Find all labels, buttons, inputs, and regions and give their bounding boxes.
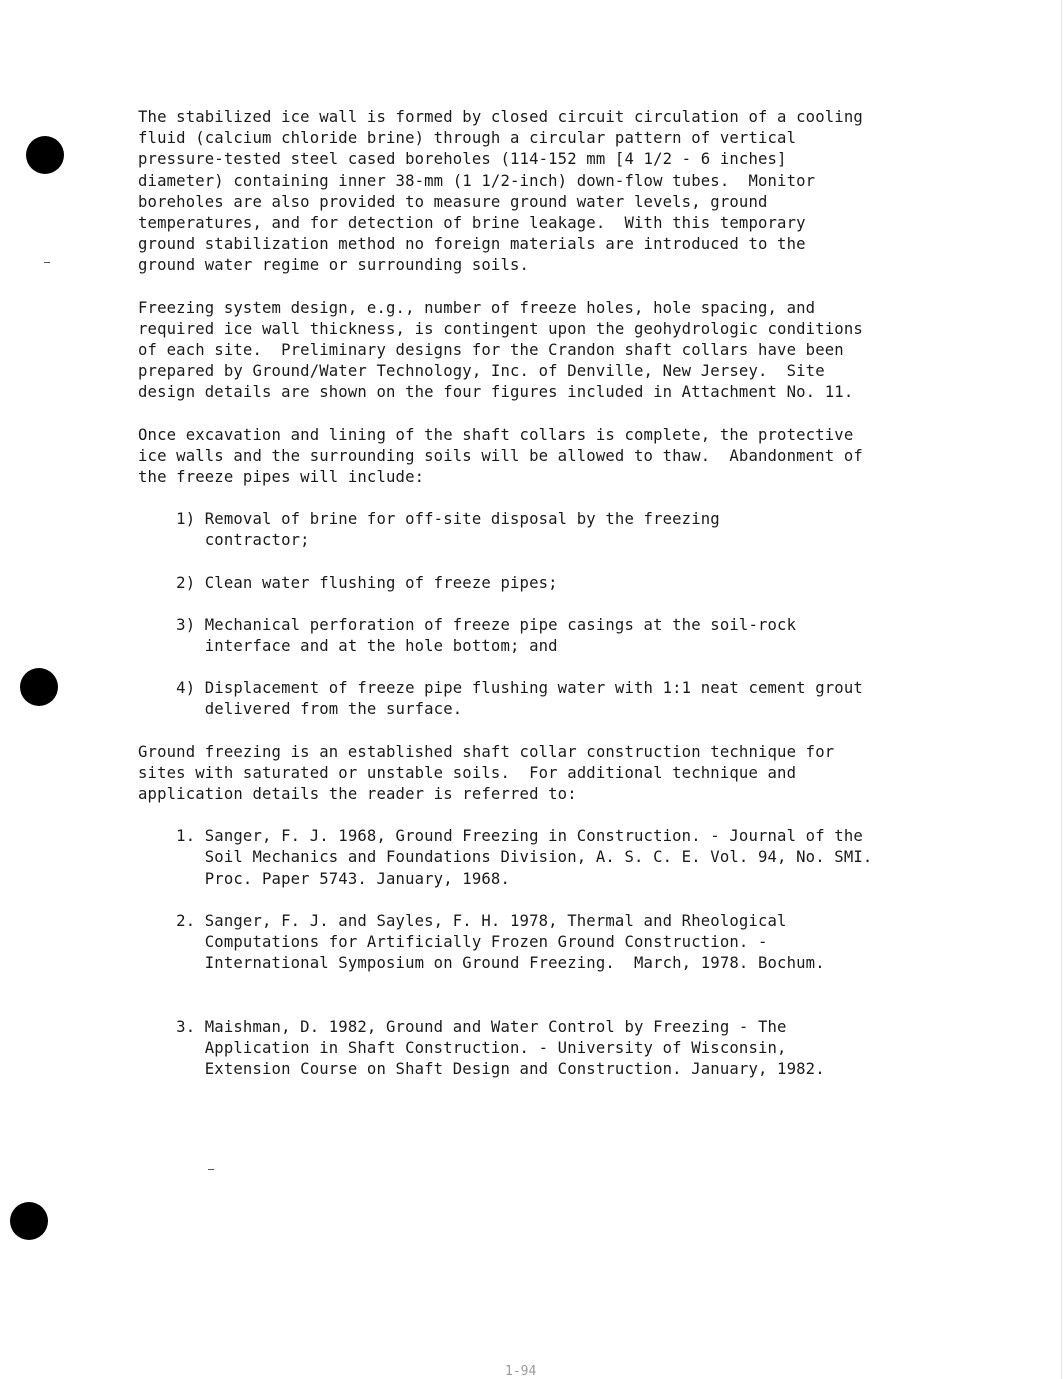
text-line: Proc. Paper 5743. January, 1968. [138, 869, 510, 888]
paragraph-abandonment [138, 425, 958, 489]
binder-hole-bottom [10, 1202, 48, 1240]
text-line: 1. Sanger, F. J. 1968, Ground Freezing in Construction. - Journal of the [138, 827, 863, 846]
text-line: Extension Course on Shaft Design and Construction. January, 1982. [138, 1059, 825, 1078]
text-line: Freezing system design, e.g., number of freeze holes, hole spacing, and [138, 298, 816, 317]
stray-mark [44, 262, 50, 263]
reference-item [138, 826, 958, 890]
text-line: Soil Mechanics and Foundations Division, A. S. C. E. Vol. 94, No. SMI. [138, 848, 873, 867]
text-line: 2. Sanger, F. J. and Sayles, F. H. 1978, Thermal and Rheological [138, 911, 787, 930]
text-line: 3. Maishman, D. 1982, Ground and Water Control by Freezing - The [138, 1017, 787, 1036]
text-line: temperatures, and for detection of brine leakage. With this temporary [138, 214, 806, 233]
reference-item [138, 1017, 958, 1081]
paragraph-freezing-design [138, 298, 958, 404]
body-text [138, 107, 958, 1080]
page-edge-shadow [1061, 0, 1062, 1379]
text-line: delivered from the surface. [138, 700, 463, 719]
list-item [138, 678, 958, 720]
paragraph-ground-freezing [138, 742, 958, 806]
binder-hole-middle [20, 668, 58, 706]
text-line: sites with saturated or unstable soils. For additional technique and [138, 763, 797, 782]
list-item [138, 509, 958, 551]
text-line: 4) Displacement of freeze pipe flushing water with 1:1 neat cement grout [138, 679, 863, 698]
text-line: application details the reader is referred to: [138, 785, 577, 804]
text-line: prepared by Ground/Water Technology, Inc. of Denville, New Jersey. Site [138, 362, 825, 381]
text-line: Application in Shaft Construction. - University of Wisconsin, [138, 1038, 787, 1057]
text-line: interface and at the hole bottom; and [138, 637, 558, 656]
text-line: International Symposium on Ground Freezing. March, 1978. Bochum. [138, 954, 825, 973]
text-line: ground water regime or surrounding soils. [138, 256, 530, 275]
text-line: of each site. Preliminary designs for the Crandon shaft collars have been [138, 341, 844, 360]
text-line: design details are shown on the four figures included in Attachment No. 11. [138, 383, 854, 402]
reference-item [138, 911, 958, 975]
binder-hole-top [26, 136, 64, 174]
list-item [138, 615, 958, 657]
references-list [138, 826, 958, 1080]
text-line: contractor; [138, 531, 310, 550]
paragraph-ice-wall [138, 107, 958, 277]
text-line: diameter) containing inner 38-mm (1 1/2-inch) down-flow tubes. Monitor [138, 171, 816, 190]
text-line: The stabilized ice wall is formed by closed circuit circulation of a cooling [138, 108, 863, 126]
list-item [138, 573, 958, 594]
text-line: Computations for Artificially Frozen Ground Construction. - [138, 933, 768, 952]
text-line: Ground freezing is an established shaft collar construction technique for [138, 742, 835, 761]
text-line: required ice wall thickness, is contingent upon the geohydrologic conditions [138, 319, 863, 338]
text-line: Once excavation and lining of the shaft collars is complete, the protective [138, 425, 854, 444]
text-line: ice walls and the surrounding soils will be allowed to thaw. Abandonment of [138, 446, 863, 465]
text-line: fluid (calcium chloride brine) through a circular pattern of vertical [138, 129, 797, 148]
text-line: the freeze pipes will include: [138, 468, 425, 487]
text-line: 2) Clean water flushing of freeze pipes; [138, 573, 558, 592]
abandonment-steps-list [138, 509, 958, 720]
text-line: boreholes are also provided to measure ground water levels, ground [138, 192, 768, 211]
text-line: 3) Mechanical perforation of freeze pipe casings at the soil-rock [138, 615, 797, 634]
text-line: 1) Removal of brine for off-site disposal by the freezing [138, 510, 720, 529]
text-line: ground stabilization method no foreign materials are introduced to the [138, 235, 806, 254]
stray-mark [208, 1169, 214, 1170]
page-number: 1-94 [505, 1364, 537, 1379]
text-line: pressure-tested steel cased boreholes (114-152 mm [4 1/2 - 6 inches] [138, 150, 787, 169]
